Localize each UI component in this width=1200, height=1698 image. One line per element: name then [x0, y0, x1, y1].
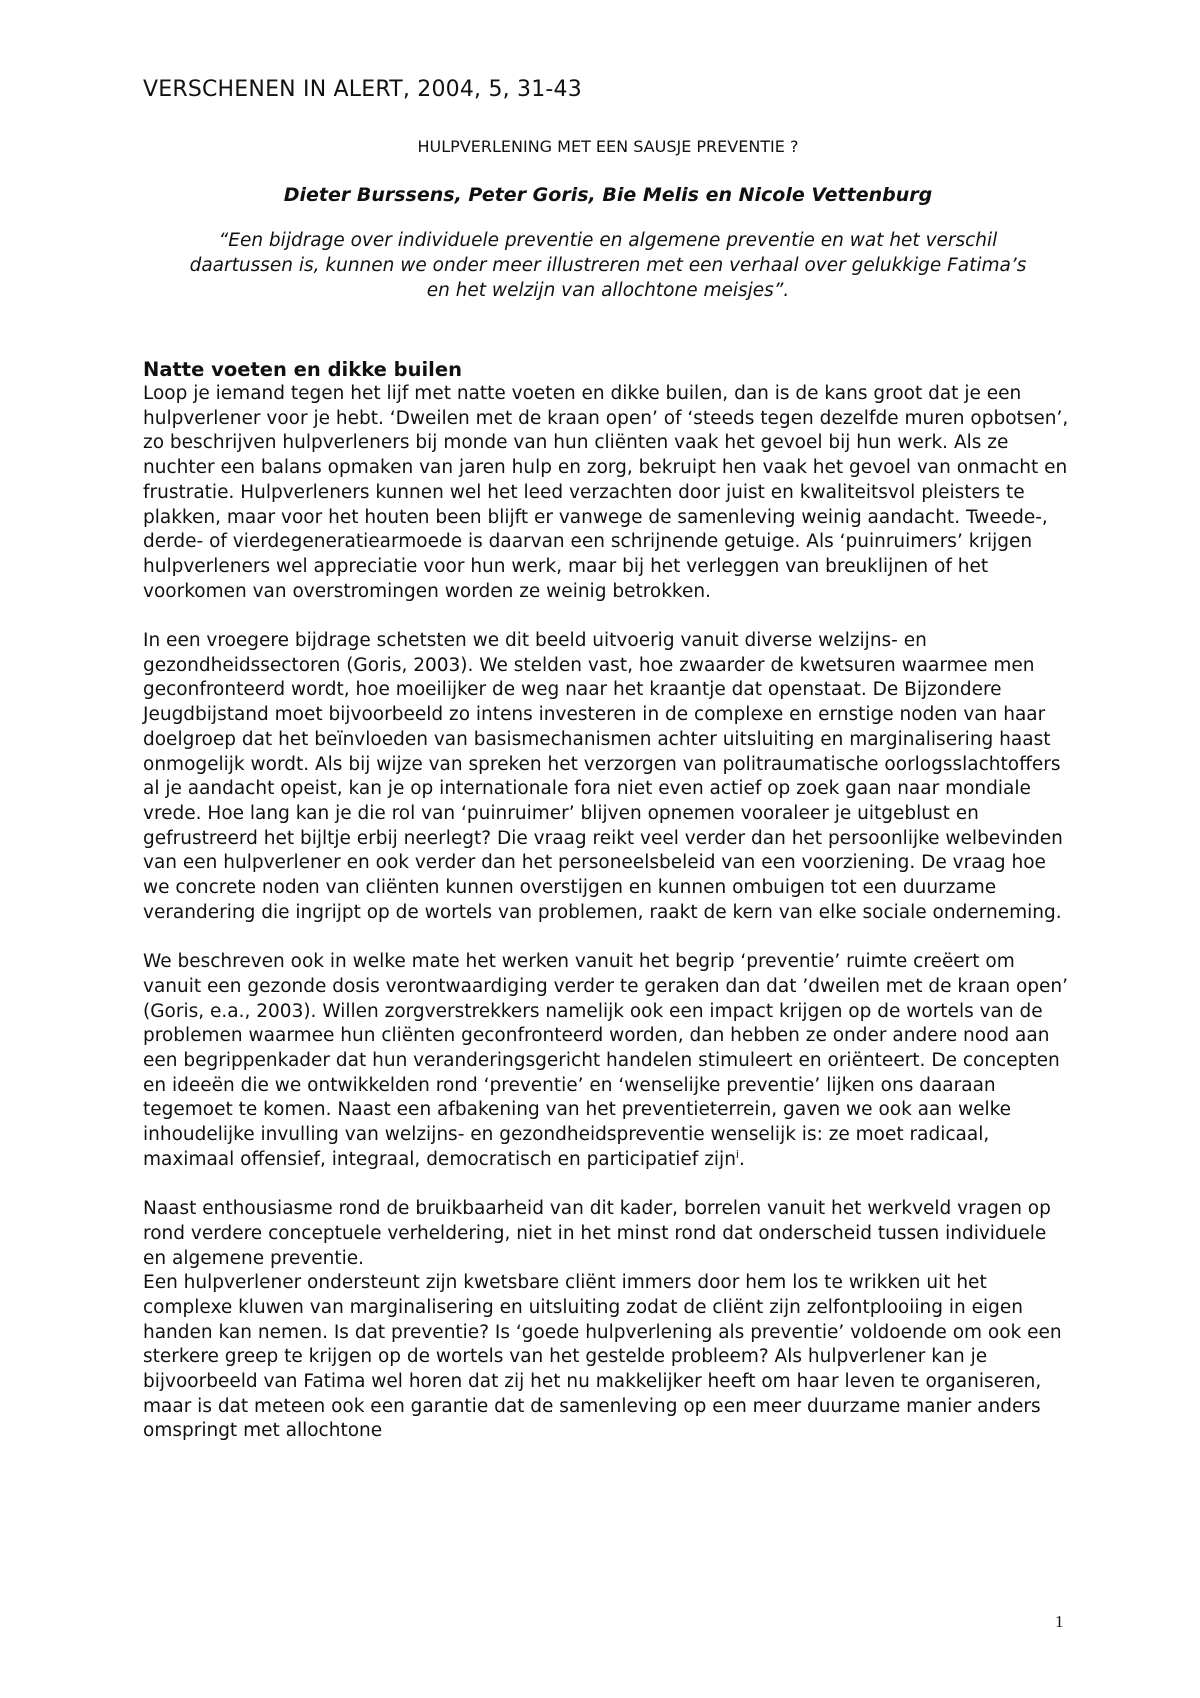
section-heading: Natte voeten en dikke builen: [143, 358, 462, 381]
article-title: HULPVERLENING MET EEN SAUSJE PREVENTIE ?: [417, 137, 799, 156]
document-page: [143, 70, 1073, 1444]
article-abstract: “Een bijdrage over individuele preventie en algemene preventie en wat het verschil daartussen is, kunnen we onder meer illustreren met een verhaal over gelukkige Fatima’s en het welzijn van allochtone meisjes”.: [189, 230, 1027, 301]
paragraph: Naast enthousiasme rond de bruikbaarheid van dit kader, borrelen vanuit het werkveld vragen op rond verdere conceptuele verheldering, niet in het minst rond dat onderscheid tussen individuele en algemene preventie.: [143, 1198, 1051, 1269]
publication-header: VERSCHENEN IN ALERT, 2004, 5, 31-43: [143, 77, 582, 102]
paragraph-with-footnote: [143, 950, 1073, 1172]
footnote-marker[interactable]: i: [735, 1147, 739, 1161]
paragraph: Een hulpverlener ondersteunt zijn kwetsbare cliënt immers door hem los te wrikken uit het complexe kluwen van marginalisering en uitsluiting zodat de cliënt zijn zelfontplooiing in eigen handen kan nemen. Is dat preventie? Is ‘goede hulpverlening als preventie’ voldoende om ook een sterkere greep te krijgen op de wortels van het gestelde probleem? Als hulpverlener kan je bijvoorbeeld van Fatima wel horen dat zij het nu makkelijker heeft om haar leven te organiseren, maar is dat meteen ook een garantie dat de samenleving op een meer duurzame manier anders omspringt met allochtone: [143, 1272, 1062, 1442]
paragraph: In een vroegere bijdrage schetsten we dit beeld uitvoerig vanuit diverse welzijns- en gezondheidssectoren (Goris, 2003). We stelden vast, hoe zwaarder de kwetsuren waarmee men geconfronteerd wordt, hoe moeilijker de weg naar het kraantje dat openstaat. De Bijzondere Jeugdbijstand moet bijvoorbeeld zo intens investeren in de complexe en ernstige noden van haar doelgroep dat het beïnvloeden van basismechanismen achter uitsluiting en marginalisering haast onmogelijk wordt. Als bij wijze van spreken het verzorgen van politraumatische oorlogsslachtoffers al je aandacht opeist, kan je op internationale fora niet even actief op zoek gaan naar mondiale vrede. Hoe lang kan je die rol van ‘puinruimer’ blijven opnemen vooraleer je uitgeblust en gefrustreerd het bijltje erbij neerlegt? Die vraag reikt veel verder dan het persoonlijke welbevinden van een hulpverlener en ook verder dan het personeelsbeleid van een voorziening. De vraag hoe we concrete noden van cliënten kunnen overstijgen en kunnen ombuigen tot een duurzame verandering die ingrijpt op de wortels van problemen, raakt de kern van elke sociale onderneming.: [143, 630, 1063, 923]
paragraph: Loop je iemand tegen het lijf met natte voeten en dikke builen, dan is de kans groot dat je een hulpverlener voor je hebt. ‘Dweilen met de kraan open’ of ‘steeds tegen dezelfde muren opbotsen’, zo beschrijven hulpverleners bij monde van hun cliënten vaak het gevoel bij hun werk. Als ze nuchter een balans opmaken van jaren hulp en zorg, bekruipt hen vaak het gevoel van onmacht en frustratie. Hulpverleners kunnen wel het leed verzachten door juist en kwaliteitsvol pleisters te plakken, maar voor het houten been blijft er vanwege de samenleving weinig aandacht. Tweede-, derde- of vierdegeneratiearmoede is daarvan een schrijnende getuige. Als ‘puinruimers’ krijgen hulpverleners wel appreciatie voor hun werk, maar bij het verleggen van breuklijnen of het voorkomen van overstromingen worden ze weinig betrokken.: [143, 383, 1069, 602]
article-authors: Dieter Burssens, Peter Goris, Bie Melis en Nicole Vettenburg: [283, 184, 933, 206]
paragraph-text: We beschreven ook in welke mate het werken vanuit het begrip ‘preventie’ ruimte creëert om vanuit een gezonde dosis verontwaardiging verder te geraken dan dat ’dweilen met de kraan open’ (Goris, e.a., 2003). Willen zorgverstrekkers namelijk ook een impact krijgen op de wortels van de problemen waarmee hun cliënten geconfronteerd worden, dan hebben ze onder andere nood aan een begrippenkader dat hun veranderingsgericht handelen stimuleert en oriënteert. De concepten en ideeën die we ontwikkelden rond ‘preventie’ en ‘wenselijke preventie’ lijken ons daaraan tegemoet te komen. Naast een afbakening van het preventieterrein, gaven we ook aan welke inhoudelijke invulling van welzijns- en gezondheidspreventie wenselijk is: ze moet radicaal, maximaal offensief, integraal, democratisch en participatief zijn: [143, 951, 1068, 1170]
page-number: 1: [1055, 1612, 1064, 1631]
section-body: [143, 382, 1073, 1444]
paragraph-end: .: [738, 1148, 745, 1170]
